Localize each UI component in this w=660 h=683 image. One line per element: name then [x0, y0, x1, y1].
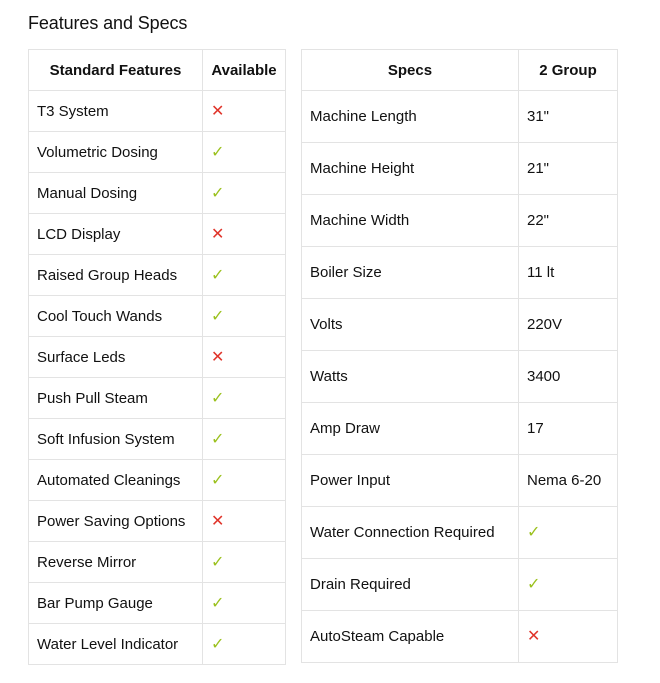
- spec-row: [302, 351, 618, 403]
- spec-name: Machine Height: [302, 143, 519, 195]
- feature-row: [29, 91, 286, 132]
- section-title: Features and Specs: [28, 13, 188, 33]
- cross-icon: ✕: [527, 628, 541, 645]
- feature-availability: [203, 501, 286, 542]
- spec-row: [302, 507, 618, 559]
- spec-value: Nema 6-20: [519, 455, 618, 507]
- check-icon: ✓: [211, 143, 225, 161]
- spec-value: 17: [519, 403, 618, 455]
- spec-value: 31": [519, 91, 618, 143]
- spec-name: Boiler Size: [302, 247, 519, 299]
- feature-row: [29, 542, 286, 583]
- spec-availability: [519, 507, 618, 559]
- check-icon: ✓: [211, 266, 225, 284]
- check-icon: ✓: [211, 594, 225, 612]
- feature-name: Cool Touch Wands: [29, 296, 203, 337]
- spec-availability: [519, 611, 618, 663]
- check-icon: ✓: [527, 524, 541, 541]
- spec-row: [302, 455, 618, 507]
- feature-row: [29, 460, 286, 501]
- spec-value: 21": [519, 143, 618, 195]
- feature-name: Bar Pump Gauge: [29, 583, 203, 624]
- feature-row: [29, 624, 286, 665]
- feature-row: [29, 583, 286, 624]
- check-icon: ✓: [211, 635, 225, 653]
- feature-name: Raised Group Heads: [29, 255, 203, 296]
- spec-row: [302, 91, 618, 143]
- spec-value: 3400: [519, 351, 618, 403]
- spec-row: [302, 247, 618, 299]
- features-header-available: Available: [203, 50, 286, 91]
- spec-value: 22": [519, 195, 618, 247]
- spec-name: Drain Required: [302, 559, 519, 611]
- specs-body: [302, 91, 618, 663]
- feature-name: Water Level Indicator: [29, 624, 203, 665]
- features-header-name: Standard Features: [29, 50, 203, 91]
- spec-availability: [519, 559, 618, 611]
- spec-value: 220V: [519, 299, 618, 351]
- feature-row: [29, 132, 286, 173]
- feature-availability: [203, 378, 286, 419]
- check-icon: ✓: [211, 307, 225, 325]
- feature-name: Automated Cleanings: [29, 460, 203, 501]
- features-body: [29, 91, 286, 665]
- spec-row: [302, 299, 618, 351]
- feature-name: LCD Display: [29, 214, 203, 255]
- cross-icon: ✕: [211, 225, 225, 243]
- feature-row: [29, 378, 286, 419]
- feature-name: Push Pull Steam: [29, 378, 203, 419]
- check-icon: ✓: [211, 389, 225, 407]
- check-icon: ✓: [211, 471, 225, 489]
- feature-row: [29, 214, 286, 255]
- feature-row: [29, 255, 286, 296]
- check-icon: ✓: [211, 430, 225, 448]
- feature-name: T3 System: [29, 91, 203, 132]
- feature-availability: [203, 419, 286, 460]
- cross-icon: ✕: [211, 348, 225, 366]
- feature-availability: [203, 460, 286, 501]
- cross-icon: ✕: [211, 512, 225, 530]
- spec-row: [302, 559, 618, 611]
- feature-row: [29, 501, 286, 542]
- feature-availability: [203, 91, 286, 132]
- feature-availability: [203, 132, 286, 173]
- feature-availability: [203, 296, 286, 337]
- feature-row: [29, 419, 286, 460]
- feature-availability: [203, 337, 286, 378]
- spec-name: Power Input: [302, 455, 519, 507]
- feature-name: Soft Infusion System: [29, 419, 203, 460]
- spec-value: 11 lt: [519, 247, 618, 299]
- feature-name: Surface Leds: [29, 337, 203, 378]
- spec-name: Amp Draw: [302, 403, 519, 455]
- feature-row: [29, 173, 286, 214]
- specs-table: [301, 49, 618, 663]
- spec-name: AutoSteam Capable: [302, 611, 519, 663]
- feature-availability: [203, 255, 286, 296]
- feature-availability: [203, 214, 286, 255]
- feature-name: Power Saving Options: [29, 501, 203, 542]
- specs-header-row: [302, 50, 618, 91]
- spec-name: Volts: [302, 299, 519, 351]
- spec-row: [302, 611, 618, 663]
- spec-name: Machine Length: [302, 91, 519, 143]
- spec-name: Watts: [302, 351, 519, 403]
- check-icon: ✓: [211, 553, 225, 571]
- feature-name: Volumetric Dosing: [29, 132, 203, 173]
- feature-availability: [203, 542, 286, 583]
- features-header-row: [29, 50, 286, 91]
- feature-row: [29, 296, 286, 337]
- feature-name: Reverse Mirror: [29, 542, 203, 583]
- feature-availability: [203, 583, 286, 624]
- spec-row: [302, 403, 618, 455]
- spec-name: Machine Width: [302, 195, 519, 247]
- feature-name: Manual Dosing: [29, 173, 203, 214]
- specs-header-value: 2 Group: [519, 50, 618, 91]
- check-icon: ✓: [211, 184, 225, 202]
- feature-availability: [203, 624, 286, 665]
- check-icon: ✓: [527, 576, 541, 593]
- spec-name: Water Connection Required: [302, 507, 519, 559]
- features-table: [28, 49, 286, 665]
- spec-row: [302, 195, 618, 247]
- feature-availability: [203, 173, 286, 214]
- cross-icon: ✕: [211, 102, 225, 120]
- spec-row: [302, 143, 618, 195]
- feature-row: [29, 337, 286, 378]
- specs-header-name: Specs: [302, 50, 519, 91]
